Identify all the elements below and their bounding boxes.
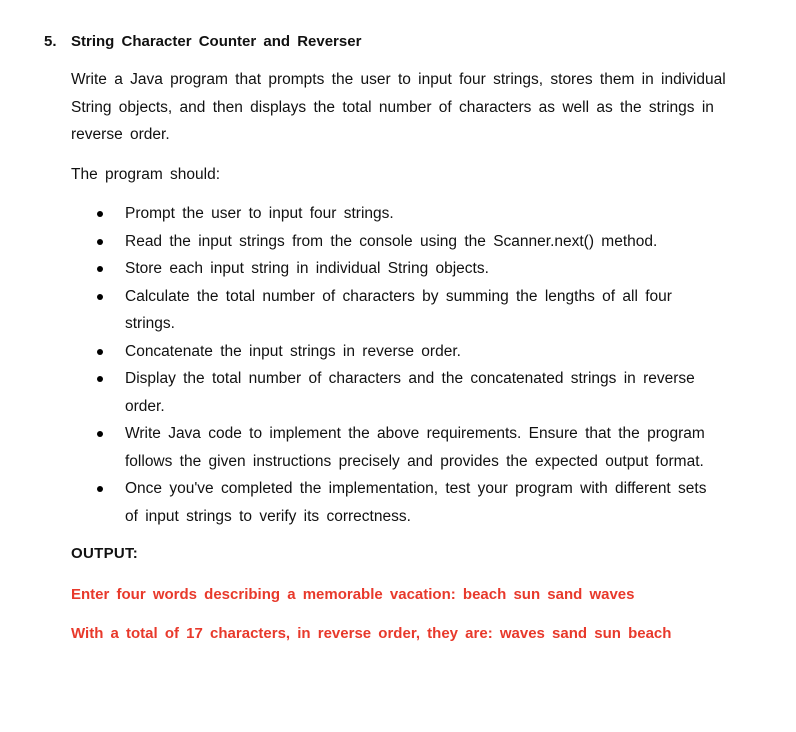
bullet-icon: [97, 349, 103, 355]
list-item: [95, 255, 725, 283]
list-item: [95, 365, 725, 420]
list-item: [95, 200, 725, 228]
problem-heading: [44, 33, 361, 50]
list-item: [95, 338, 725, 366]
output-line-result: With a total of 17 characters, in reverse order, they are: waves sand sun beach: [71, 625, 672, 642]
bullet-icon: [97, 486, 103, 492]
bullet-icon: [97, 376, 103, 382]
list-item-text: Prompt the user to input four strings.: [125, 205, 394, 222]
requirements-list: [95, 200, 725, 530]
list-item-text: Read the input strings from the console using the Scanner.next() method.: [125, 232, 658, 250]
problem-title: String Character Counter and Reverser: [71, 33, 362, 50]
output-line-prompt: Enter four words describing a memorable vacation: beach sun sand waves: [71, 586, 635, 603]
list-item-text: Write Java code to implement the above requirements. Ensure that the program follows the given instructions precisely and provides the expected output format.: [125, 425, 705, 470]
list-item: [95, 420, 725, 475]
problem-number: 5.: [44, 33, 57, 50]
intro-paragraph: Write a Java program that prompts the user to input four strings, stores them in individual String objects, and then displays the total number of characters as well as the strings in reverse order.: [71, 71, 726, 143]
list-item-text: Store each input string in individual String objects.: [125, 260, 489, 277]
list-item-text: Concatenate the input strings in reverse order.: [125, 342, 461, 360]
bullet-icon: [97, 431, 103, 437]
bullet-icon: [97, 239, 103, 245]
bullet-icon: [97, 294, 103, 300]
bullet-icon: [97, 211, 103, 217]
list-item-text: Calculate the total number of characters by summing the lengths of all four strings.: [125, 287, 672, 332]
requirements-heading: The program should:: [71, 166, 221, 183]
output-label: OUTPUT:: [71, 545, 139, 562]
list-item-text: Display the total number of characters and the concatenated strings in reverse order.: [125, 370, 695, 415]
list-item: [95, 283, 725, 338]
bullet-icon: [97, 266, 103, 272]
list-item: [95, 475, 725, 530]
list-item: [95, 228, 725, 256]
list-item-text: Once you've completed the implementation, test your program with different sets of input strings to verify its correctness.: [125, 480, 707, 525]
